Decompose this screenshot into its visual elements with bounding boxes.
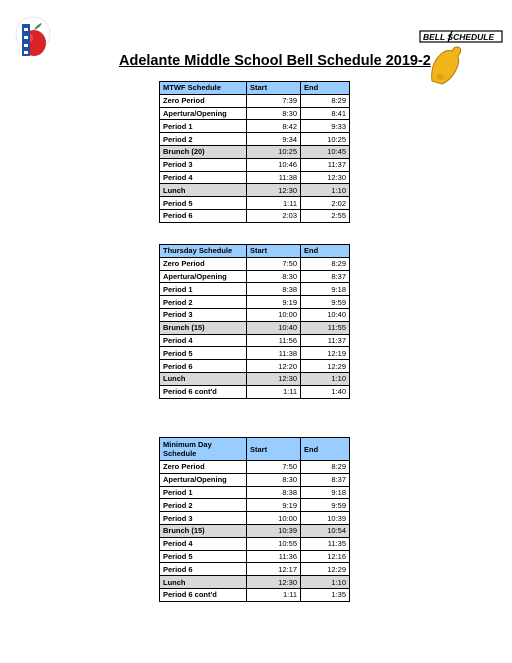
period-name: Lunch	[160, 184, 247, 197]
period-name: Period 2	[160, 296, 247, 309]
thursday-schedule-table	[159, 244, 350, 399]
period-name: Brunch (15)	[160, 524, 247, 537]
end-time: 1:10	[301, 372, 350, 385]
end-time: 1:40	[301, 385, 350, 398]
period-name: Period 4	[160, 334, 247, 347]
end-time: 12:16	[301, 550, 350, 563]
period-name: Period 5	[160, 197, 247, 210]
end-time: 10:39	[301, 512, 350, 525]
period-name: Brunch (15)	[160, 321, 247, 334]
period-name: Period 3	[160, 512, 247, 525]
period-name: Period 4	[160, 537, 247, 550]
column-header: Thursday Schedule	[160, 245, 247, 258]
period-name: Brunch (20)	[160, 145, 247, 158]
table-row	[160, 107, 350, 120]
page-title: Adelante Middle School Bell Schedule 2019-2	[119, 53, 431, 69]
table-row	[160, 257, 350, 270]
period-name: Period 1	[160, 486, 247, 499]
start-time: 8:42	[247, 120, 301, 133]
table-row	[160, 360, 350, 373]
end-time: 2:02	[301, 197, 350, 210]
period-name: Period 2	[160, 499, 247, 512]
end-time: 8:37	[301, 473, 350, 486]
end-time: 1:10	[301, 576, 350, 589]
end-time: 11:35	[301, 537, 350, 550]
end-time: 8:37	[301, 270, 350, 283]
table-row	[160, 486, 350, 499]
table-row	[160, 499, 350, 512]
column-header: Start	[247, 245, 301, 258]
start-time: 8:30	[247, 270, 301, 283]
table-row	[160, 171, 350, 184]
column-header: Start	[247, 438, 301, 461]
column-header: Start	[247, 82, 301, 95]
start-time: 8:30	[247, 473, 301, 486]
table-header-row	[160, 438, 350, 461]
start-time: 8:38	[247, 486, 301, 499]
column-header: End	[301, 82, 350, 95]
table-row	[160, 588, 350, 601]
start-time: 12:30	[247, 184, 301, 197]
table-row	[160, 512, 350, 525]
column-header: End	[301, 245, 350, 258]
table-row	[160, 372, 350, 385]
end-time: 12:29	[301, 360, 350, 373]
table-row	[160, 94, 350, 107]
table-row	[160, 563, 350, 576]
start-time: 12:30	[247, 372, 301, 385]
end-time: 12:30	[301, 171, 350, 184]
end-time: 11:37	[301, 334, 350, 347]
start-time: 7:50	[247, 257, 301, 270]
period-name: Lunch	[160, 372, 247, 385]
period-name: Period 5	[160, 550, 247, 563]
end-time: 10:40	[301, 308, 350, 321]
table-row	[160, 145, 350, 158]
table-row	[160, 576, 350, 589]
end-time: 8:29	[301, 257, 350, 270]
end-time: 10:25	[301, 133, 350, 146]
table-row	[160, 283, 350, 296]
end-time: 9:59	[301, 499, 350, 512]
period-name: Apertura/Opening	[160, 107, 247, 120]
table-row	[160, 184, 350, 197]
end-time: 8:29	[301, 94, 350, 107]
period-name: Apertura/Opening	[160, 270, 247, 283]
period-name: Zero Period	[160, 461, 247, 474]
period-name: Period 4	[160, 171, 247, 184]
start-time: 12:17	[247, 563, 301, 576]
start-time: 10:39	[247, 524, 301, 537]
start-time: 9:34	[247, 133, 301, 146]
start-time: 10:55	[247, 537, 301, 550]
start-time: 2:03	[247, 209, 301, 222]
start-time: 10:25	[247, 145, 301, 158]
period-name: Period 6 cont'd	[160, 385, 247, 398]
table-row	[160, 347, 350, 360]
table-row	[160, 537, 350, 550]
end-time: 11:55	[301, 321, 350, 334]
end-time: 10:45	[301, 145, 350, 158]
table-row	[160, 120, 350, 133]
period-name: Lunch	[160, 576, 247, 589]
period-name: Period 6	[160, 209, 247, 222]
start-time: 11:38	[247, 347, 301, 360]
column-header: End	[301, 438, 350, 461]
start-time: 9:19	[247, 296, 301, 309]
end-time: 9:59	[301, 296, 350, 309]
start-time: 10:46	[247, 158, 301, 171]
start-time: 7:50	[247, 461, 301, 474]
column-header: MTWF Schedule	[160, 82, 247, 95]
start-time: 11:38	[247, 171, 301, 184]
end-time: 9:18	[301, 283, 350, 296]
period-name: Period 2	[160, 133, 247, 146]
period-name: Apertura/Opening	[160, 473, 247, 486]
end-time: 2:55	[301, 209, 350, 222]
start-time: 12:20	[247, 360, 301, 373]
table-row	[160, 334, 350, 347]
bell-schedule-logo-icon	[420, 27, 504, 85]
end-time: 1:35	[301, 588, 350, 601]
period-name: Zero Period	[160, 94, 247, 107]
table-row	[160, 296, 350, 309]
start-time: 9:19	[247, 499, 301, 512]
table-row	[160, 209, 350, 222]
start-time: 1:11	[247, 385, 301, 398]
start-time: 10:00	[247, 308, 301, 321]
school-logo-icon	[14, 12, 52, 62]
end-time: 11:37	[301, 158, 350, 171]
bell-logo-text: BELL SCHEDULE	[423, 32, 495, 42]
end-time: 1:10	[301, 184, 350, 197]
table-row	[160, 461, 350, 474]
period-name: Period 3	[160, 158, 247, 171]
start-time: 10:00	[247, 512, 301, 525]
table-row	[160, 473, 350, 486]
table-row	[160, 385, 350, 398]
table-row	[160, 158, 350, 171]
column-header: Minimum Day Schedule	[160, 438, 247, 461]
period-name: Period 5	[160, 347, 247, 360]
period-name: Period 1	[160, 283, 247, 296]
end-time: 10:54	[301, 524, 350, 537]
table-header-row	[160, 245, 350, 258]
period-name: Period 6	[160, 563, 247, 576]
period-name: Period 3	[160, 308, 247, 321]
table-row	[160, 197, 350, 210]
table-row	[160, 270, 350, 283]
table-row	[160, 321, 350, 334]
end-time: 9:18	[301, 486, 350, 499]
end-time: 8:29	[301, 461, 350, 474]
table-header-row	[160, 82, 350, 95]
table-row	[160, 133, 350, 146]
start-time: 11:56	[247, 334, 301, 347]
end-time: 8:41	[301, 107, 350, 120]
end-time: 9:33	[301, 120, 350, 133]
start-time: 1:11	[247, 588, 301, 601]
table-row	[160, 550, 350, 563]
start-time: 8:30	[247, 107, 301, 120]
start-time: 11:36	[247, 550, 301, 563]
mtwf-schedule-table	[159, 81, 350, 223]
start-time: 1:11	[247, 197, 301, 210]
period-name: Period 6	[160, 360, 247, 373]
start-time: 12:30	[247, 576, 301, 589]
end-time: 12:19	[301, 347, 350, 360]
start-time: 8:38	[247, 283, 301, 296]
table-row	[160, 524, 350, 537]
start-time: 7:39	[247, 94, 301, 107]
end-time: 12:29	[301, 563, 350, 576]
period-name: Zero Period	[160, 257, 247, 270]
start-time: 10:40	[247, 321, 301, 334]
table-row	[160, 308, 350, 321]
minimum-day-schedule-table	[159, 437, 350, 602]
period-name: Period 6 cont'd	[160, 588, 247, 601]
period-name: Period 1	[160, 120, 247, 133]
